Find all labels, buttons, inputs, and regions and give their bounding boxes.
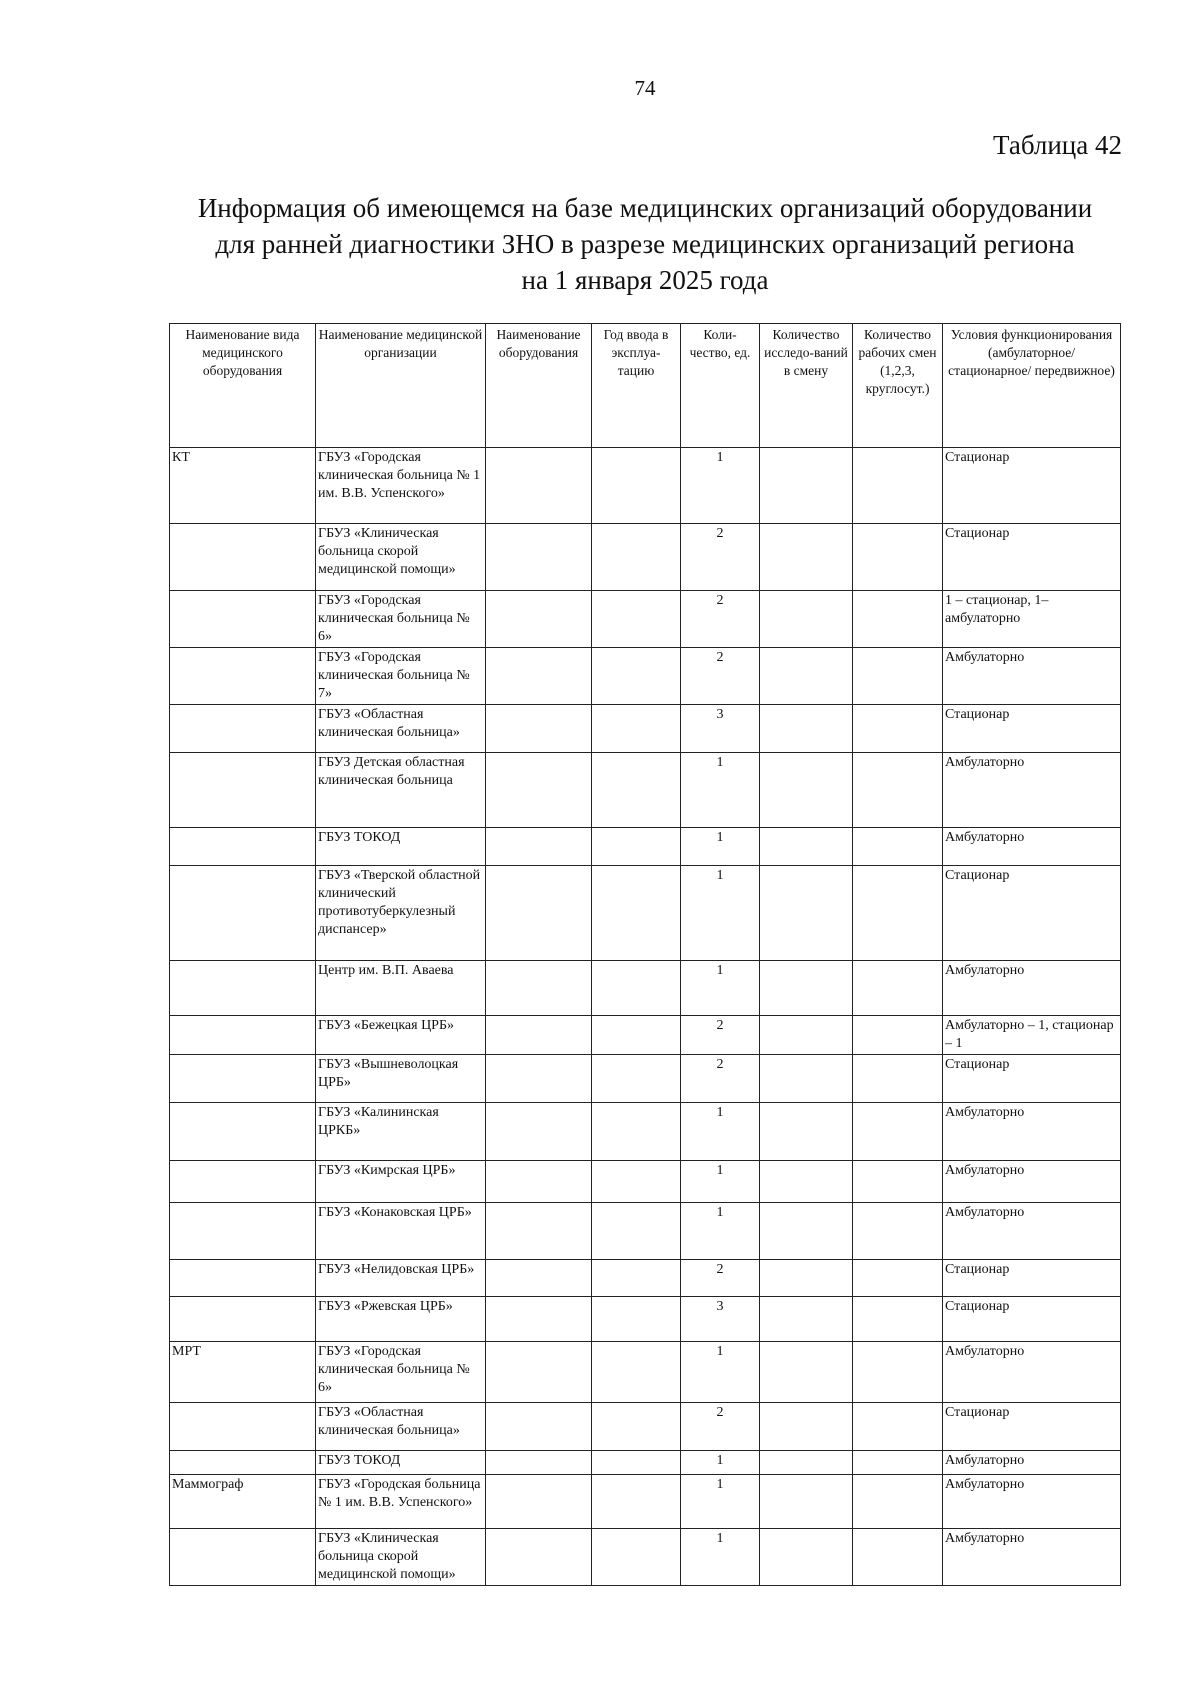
header-year: Год ввода в эксплуа-тацию xyxy=(592,324,681,448)
organization-cell: ГБУЗ Детская областная клиническая больница xyxy=(316,753,486,828)
header-organization: Наименование медицинской организации xyxy=(316,324,486,448)
shifts-cell xyxy=(853,1451,943,1475)
table-label: Таблица 42 xyxy=(993,130,1122,160)
equipment-cell xyxy=(486,1403,592,1451)
quantity-cell: 1 xyxy=(681,828,760,866)
quantity-cell: 1 xyxy=(681,866,760,961)
studies-cell xyxy=(760,591,853,648)
header-row xyxy=(170,324,1121,448)
condition-cell: Амбулаторно xyxy=(943,1103,1121,1161)
organization-cell: ГБУЗ «Кимрская ЦРБ» xyxy=(316,1161,486,1203)
studies-cell xyxy=(760,961,853,1016)
organization-cell: ГБУЗ «Городская клиническая больница № 6» xyxy=(316,1342,486,1403)
quantity-cell: 1 xyxy=(681,1161,760,1203)
header-conditions: Условия функционирования (амбулаторное/ стационарное/ передвижное) xyxy=(943,324,1121,448)
year-cell xyxy=(592,828,681,866)
equipment-type-cell xyxy=(170,1055,316,1103)
equipment-cell xyxy=(486,753,592,828)
studies-cell xyxy=(760,1260,853,1297)
equipment-type-cell xyxy=(170,1297,316,1342)
condition-cell: Амбулаторно xyxy=(943,1342,1121,1403)
organization-cell: ГБУЗ «Бежецкая ЦРБ» xyxy=(316,1016,486,1055)
equipment-type-cell xyxy=(170,1203,316,1260)
equipment-cell xyxy=(486,591,592,648)
table-row xyxy=(170,1260,1121,1297)
condition-cell: Амбулаторно xyxy=(943,1451,1121,1475)
table-row xyxy=(170,753,1121,828)
quantity-cell: 2 xyxy=(681,524,760,591)
condition-cell: Стационар xyxy=(943,448,1121,524)
shifts-cell xyxy=(853,1203,943,1260)
condition-cell: Амбулаторно – 1, стационар – 1 xyxy=(943,1016,1121,1055)
title-line: для ранней диагностики ЗНО в разрезе медицинских организаций региона xyxy=(215,229,1075,259)
organization-cell: ГБУЗ «Клиническая больница скорой медицинской помощи» xyxy=(316,1529,486,1586)
shifts-cell xyxy=(853,648,943,705)
quantity-cell: 3 xyxy=(681,705,760,753)
equipment-type-cell xyxy=(170,1403,316,1451)
shifts-cell xyxy=(853,1342,943,1403)
shifts-cell xyxy=(853,753,943,828)
organization-cell: ГБУЗ «Нелидовская ЦРБ» xyxy=(316,1260,486,1297)
quantity-cell: 2 xyxy=(681,1260,760,1297)
year-cell xyxy=(592,1451,681,1475)
organization-cell: ГБУЗ «Городская клиническая больница № 6» xyxy=(316,591,486,648)
shifts-cell xyxy=(853,1103,943,1161)
year-cell xyxy=(592,524,681,591)
header-equipment-type: Наименование вида медицинского оборудования xyxy=(170,324,316,448)
condition-cell: Стационар xyxy=(943,1260,1121,1297)
organization-cell: ГБУЗ «Ржевская ЦРБ» xyxy=(316,1297,486,1342)
condition-cell: Амбулаторно xyxy=(943,1529,1121,1586)
quantity-cell: 3 xyxy=(681,1297,760,1342)
table-row xyxy=(170,1297,1121,1342)
studies-cell xyxy=(760,1342,853,1403)
organization-cell: ГБУЗ «Городская клиническая больница № 1 им. В.В. Успенского» xyxy=(316,448,486,524)
equipment-table xyxy=(169,323,1121,1586)
equipment-cell xyxy=(486,448,592,524)
table-row xyxy=(170,1475,1121,1529)
shifts-cell xyxy=(853,1260,943,1297)
document-title xyxy=(150,190,1140,298)
year-cell xyxy=(592,961,681,1016)
condition-cell: Амбулаторно xyxy=(943,828,1121,866)
studies-cell xyxy=(760,866,853,961)
year-cell xyxy=(592,1403,681,1451)
table-row xyxy=(170,1529,1121,1586)
shifts-cell xyxy=(853,1403,943,1451)
studies-cell xyxy=(760,1103,853,1161)
quantity-cell: 2 xyxy=(681,1403,760,1451)
shifts-cell xyxy=(853,524,943,591)
shifts-cell xyxy=(853,866,943,961)
studies-cell xyxy=(760,1016,853,1055)
table-row xyxy=(170,591,1121,648)
organization-cell: ГБУЗ ТОКОД xyxy=(316,1451,486,1475)
table-row xyxy=(170,1451,1121,1475)
equipment-cell xyxy=(486,1055,592,1103)
table-row xyxy=(170,705,1121,753)
equipment-cell xyxy=(486,524,592,591)
equipment-cell xyxy=(486,1016,592,1055)
shifts-cell xyxy=(853,1055,943,1103)
year-cell xyxy=(592,1297,681,1342)
equipment-cell xyxy=(486,1529,592,1586)
studies-cell xyxy=(760,1297,853,1342)
organization-cell: ГБУЗ «Конаковская ЦРБ» xyxy=(316,1203,486,1260)
studies-cell xyxy=(760,1403,853,1451)
studies-cell xyxy=(760,1161,853,1203)
quantity-cell: 2 xyxy=(681,1055,760,1103)
equipment-type-cell: Маммограф xyxy=(170,1475,316,1529)
studies-cell xyxy=(760,1451,853,1475)
table-row xyxy=(170,1342,1121,1403)
table-row xyxy=(170,1203,1121,1260)
table-row xyxy=(170,648,1121,705)
studies-cell xyxy=(760,1529,853,1586)
studies-cell xyxy=(760,448,853,524)
equipment-cell xyxy=(486,1161,592,1203)
equipment-cell xyxy=(486,1260,592,1297)
year-cell xyxy=(592,1055,681,1103)
studies-cell xyxy=(760,828,853,866)
equipment-type-cell xyxy=(170,1529,316,1586)
organization-cell: Центр им. В.П. Аваева xyxy=(316,961,486,1016)
quantity-cell: 2 xyxy=(681,591,760,648)
quantity-cell: 2 xyxy=(681,648,760,705)
organization-cell: ГБУЗ «Областная клиническая больница» xyxy=(316,1403,486,1451)
equipment-cell xyxy=(486,1475,592,1529)
shifts-cell xyxy=(853,1016,943,1055)
equipment-type-cell xyxy=(170,1451,316,1475)
shifts-cell xyxy=(853,705,943,753)
header-studies-per-shift: Количество исследо-ваний в смену xyxy=(760,324,853,448)
equipment-cell xyxy=(486,1297,592,1342)
studies-cell xyxy=(760,1203,853,1260)
equipment-type-cell xyxy=(170,961,316,1016)
studies-cell xyxy=(760,1475,853,1529)
equipment-cell xyxy=(486,1203,592,1260)
title-line: Информация об имеющемся на базе медицинских организаций оборудовании xyxy=(197,193,1093,223)
page-number: 74 xyxy=(634,76,656,100)
organization-cell: ГБУЗ «Калининская ЦРКБ» xyxy=(316,1103,486,1161)
organization-cell: ГБУЗ ТОКОД xyxy=(316,828,486,866)
studies-cell xyxy=(760,1055,853,1103)
shifts-cell xyxy=(853,591,943,648)
shifts-cell xyxy=(853,1161,943,1203)
quantity-cell: 2 xyxy=(681,1016,760,1055)
year-cell xyxy=(592,1342,681,1403)
table-row xyxy=(170,524,1121,591)
shifts-cell xyxy=(853,1475,943,1529)
year-cell xyxy=(592,1529,681,1586)
condition-cell: Амбулаторно xyxy=(943,961,1121,1016)
organization-cell: ГБУЗ «Вышневолоцкая ЦРБ» xyxy=(316,1055,486,1103)
table-body xyxy=(170,448,1121,1586)
equipment-cell xyxy=(486,828,592,866)
year-cell xyxy=(592,1161,681,1203)
studies-cell xyxy=(760,705,853,753)
equipment-type-cell xyxy=(170,705,316,753)
condition-cell: Стационар xyxy=(943,1403,1121,1451)
shifts-cell xyxy=(853,961,943,1016)
equipment-type-cell xyxy=(170,1161,316,1203)
condition-cell: Стационар xyxy=(943,705,1121,753)
table-row xyxy=(170,1055,1121,1103)
condition-cell: Амбулаторно xyxy=(943,1203,1121,1260)
equipment-cell xyxy=(486,1342,592,1403)
condition-cell: Амбулаторно xyxy=(943,1475,1121,1529)
table-row xyxy=(170,448,1121,524)
year-cell xyxy=(592,866,681,961)
equipment-type-cell xyxy=(170,753,316,828)
studies-cell xyxy=(760,753,853,828)
organization-cell: ГБУЗ «Тверской областной клинический противотуберкулезный диспансер» xyxy=(316,866,486,961)
equipment-type-cell: МРТ xyxy=(170,1342,316,1403)
studies-cell xyxy=(760,648,853,705)
quantity-cell: 1 xyxy=(681,1342,760,1403)
shifts-cell xyxy=(853,828,943,866)
equipment-type-cell xyxy=(170,1016,316,1055)
equipment-type-cell xyxy=(170,1103,316,1161)
table-row xyxy=(170,866,1121,961)
equipment-type-cell: КТ xyxy=(170,448,316,524)
header-quantity: Коли-чество, ед. xyxy=(681,324,760,448)
organization-cell: ГБУЗ «Областная клиническая больница» xyxy=(316,705,486,753)
equipment-type-cell xyxy=(170,524,316,591)
shifts-cell xyxy=(853,448,943,524)
table-row xyxy=(170,1403,1121,1451)
year-cell xyxy=(592,1016,681,1055)
equipment-type-cell xyxy=(170,648,316,705)
condition-cell: 1 – стационар, 1– амбулаторно xyxy=(943,591,1121,648)
equipment-cell xyxy=(486,1103,592,1161)
title-line: на 1 января 2025 года xyxy=(521,265,769,295)
quantity-cell: 1 xyxy=(681,448,760,524)
year-cell xyxy=(592,753,681,828)
condition-cell: Стационар xyxy=(943,866,1121,961)
header-shifts: Количество рабочих смен (1,2,3, круглосут.) xyxy=(853,324,943,448)
quantity-cell: 1 xyxy=(681,1475,760,1529)
equipment-type-cell xyxy=(170,1260,316,1297)
equipment-cell xyxy=(486,866,592,961)
quantity-cell: 1 xyxy=(681,753,760,828)
quantity-cell: 1 xyxy=(681,1203,760,1260)
table-row xyxy=(170,1016,1121,1055)
organization-cell: ГБУЗ «Городская больница № 1 им. В.В. Успенского» xyxy=(316,1475,486,1529)
organization-cell: ГБУЗ «Городская клиническая больница № 7» xyxy=(316,648,486,705)
table-row xyxy=(170,961,1121,1016)
year-cell xyxy=(592,591,681,648)
studies-cell xyxy=(760,524,853,591)
quantity-cell: 1 xyxy=(681,961,760,1016)
table-row xyxy=(170,1103,1121,1161)
condition-cell: Стационар xyxy=(943,1055,1121,1103)
condition-cell: Амбулаторно xyxy=(943,753,1121,828)
header-equipment-name: Наименование оборудования xyxy=(486,324,592,448)
condition-cell: Стационар xyxy=(943,1297,1121,1342)
table-row xyxy=(170,828,1121,866)
equipment-type-cell xyxy=(170,866,316,961)
quantity-cell: 1 xyxy=(681,1529,760,1586)
shifts-cell xyxy=(853,1529,943,1586)
equipment-type-cell xyxy=(170,828,316,866)
condition-cell: Амбулаторно xyxy=(943,648,1121,705)
year-cell xyxy=(592,648,681,705)
equipment-cell xyxy=(486,648,592,705)
equipment-cell xyxy=(486,961,592,1016)
table-row xyxy=(170,1161,1121,1203)
equipment-type-cell xyxy=(170,591,316,648)
equipment-cell xyxy=(486,1451,592,1475)
equipment-cell xyxy=(486,705,592,753)
condition-cell: Стационар xyxy=(943,524,1121,591)
year-cell xyxy=(592,448,681,524)
year-cell xyxy=(592,1103,681,1161)
year-cell xyxy=(592,705,681,753)
condition-cell: Амбулаторно xyxy=(943,1161,1121,1203)
quantity-cell: 1 xyxy=(681,1451,760,1475)
year-cell xyxy=(592,1260,681,1297)
year-cell xyxy=(592,1203,681,1260)
quantity-cell: 1 xyxy=(681,1103,760,1161)
year-cell xyxy=(592,1475,681,1529)
organization-cell: ГБУЗ «Клиническая больница скорой медицинской помощи» xyxy=(316,524,486,591)
shifts-cell xyxy=(853,1297,943,1342)
